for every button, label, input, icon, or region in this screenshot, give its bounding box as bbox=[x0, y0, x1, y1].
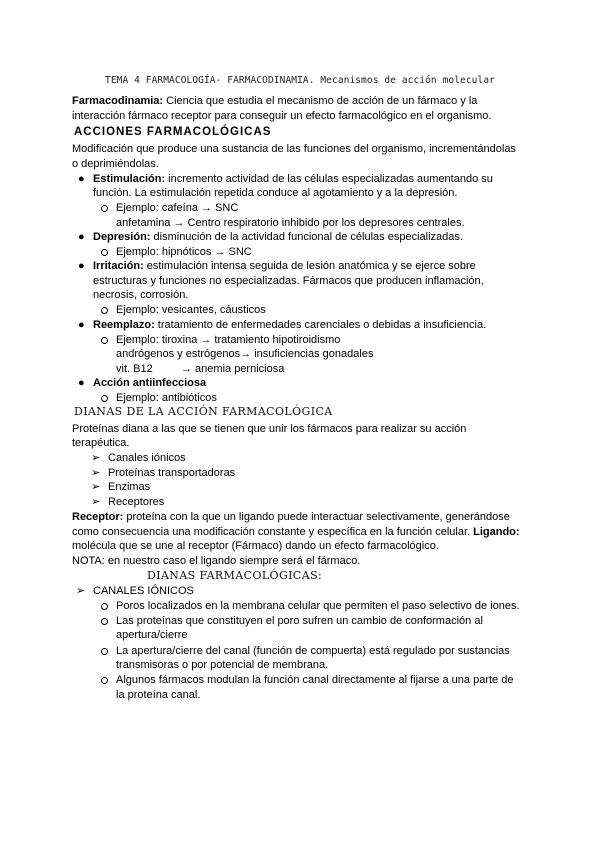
estimulacion-example-1: Ejemplo: cafeína → SNC bbox=[116, 202, 239, 214]
arrow-bullet-icon: ➢ bbox=[76, 585, 86, 597]
arrow-bullet-icon: ➢ bbox=[91, 467, 101, 479]
canales-point-3a: La apertura/cierre del canal (función de compuerta) está regulado por sustancias bbox=[116, 645, 510, 657]
nota-line: NOTA: en nuestro caso el ligando siempre será el fármaco. bbox=[72, 555, 361, 567]
canales-point-2a: Las proteínas que constituyen el poro sufren un cambio de conformación al bbox=[116, 615, 483, 627]
irritacion-term: Irritación: bbox=[93, 260, 144, 272]
irritacion-line-3: necrosis, corrosión. bbox=[93, 289, 189, 301]
intro-line-2: interacción fármaco receptor para conseguir un efecto farmacológico en el organismo. bbox=[72, 110, 492, 122]
document-title: TEMA 4 FARMACOLOGÍA- FARMACODINAMIA. Mecanismos de acción molecular bbox=[105, 75, 495, 86]
estimulacion-text-1: incremento actividad de las células especializadas aumentando su bbox=[165, 173, 493, 185]
arrow-bullet-icon: ➢ bbox=[91, 452, 101, 464]
antiinfecciosa-example-1: Ejemplo: antibióticos bbox=[116, 392, 217, 404]
bullet-icon: ● bbox=[78, 173, 85, 185]
depresion-example-1: Ejemplo: hipnóticos → SNC bbox=[116, 246, 252, 258]
intro-term: Farmacodinamia: bbox=[72, 95, 164, 107]
circle-bullet-icon bbox=[101, 677, 108, 684]
irritacion-text-1: estimulación intensa seguida de lesión anatómica y se ejerce sobre bbox=[143, 260, 476, 272]
intro-line-1 bbox=[72, 94, 477, 108]
arrow-bullet-icon: ➢ bbox=[91, 481, 101, 493]
bullet-icon: ● bbox=[78, 319, 85, 331]
circle-bullet-icon bbox=[101, 618, 108, 625]
canales-point-4a: Algunos fármacos modulan la función canal directamente al fijarse a una parte de bbox=[116, 674, 514, 686]
dianas-item-2: Proteínas transportadoras bbox=[108, 467, 236, 479]
estimulacion-term: Estimulación: bbox=[93, 173, 166, 185]
dianas-desc-2: terapéutica. bbox=[72, 437, 130, 449]
circle-bullet-icon bbox=[101, 603, 108, 610]
circle-bullet-icon bbox=[101, 205, 108, 212]
acciones-heading: ACCIONES FARMACOLÓGICAS bbox=[74, 126, 272, 138]
bullet-icon: ● bbox=[78, 231, 85, 243]
reemplazo-term: Reemplazo: bbox=[93, 319, 155, 331]
receptor-line-1 bbox=[72, 510, 510, 524]
dianas-desc-1: Proteínas diana a las que se tienen que unir los fármacos para realizar su acción bbox=[72, 423, 467, 435]
reemplazo-example-1: Ejemplo: tiroxina → tratamiento hipotiroidismo bbox=[116, 334, 341, 346]
canales-point-1: Poros localizados en la membrana celular que permiten el paso selectivo de iones. bbox=[116, 600, 520, 612]
receptor-term: Receptor: bbox=[72, 511, 124, 523]
circle-bullet-icon bbox=[101, 337, 108, 344]
dianas-item-3: Enzimas bbox=[108, 481, 151, 493]
canales-point-2b: apertura/cierre bbox=[116, 629, 188, 641]
canales-heading: CANALES IÓNICOS bbox=[93, 585, 194, 597]
irritacion-example-1: Ejemplo: vesicantes, cáusticos bbox=[116, 304, 266, 316]
depresion-line-1 bbox=[93, 230, 463, 244]
receptor-line-3: molécula que se une al receptor (Fármaco) dando un efecto farmacológico. bbox=[72, 540, 439, 552]
reemplazo-text-1: tratamiento de enfermedades carenciales o debidas a insuficiencia. bbox=[154, 319, 487, 331]
reemplazo-example-3b: → anemia perniciosa bbox=[181, 363, 285, 375]
dianas2-heading: DIANAS FARMACOLÓGICAS: bbox=[147, 569, 323, 582]
antiinfecciosa-term: Acción antiinfecciosa bbox=[93, 377, 207, 389]
canales-point-4b: la proteína canal. bbox=[116, 689, 201, 701]
circle-bullet-icon bbox=[101, 307, 108, 314]
ligando-term: Ligando: bbox=[473, 526, 520, 538]
irritacion-line-1 bbox=[93, 259, 476, 273]
reemplazo-line-1 bbox=[93, 318, 486, 332]
irritacion-line-2: estructuras y funciones no especializadas. Fármacos que producen inflamación, bbox=[93, 275, 484, 287]
intro-text-1: Ciencia que estudia el mecanismo de acción de un fármaco y la bbox=[163, 95, 478, 107]
bullet-icon: ● bbox=[78, 260, 85, 272]
reemplazo-example-3a: vit. B12 bbox=[116, 363, 153, 375]
circle-bullet-icon bbox=[101, 648, 108, 655]
receptor-text-1: proteína con la que un ligando puede interactuar selectivamente, generándose bbox=[123, 511, 510, 523]
bullet-icon: ● bbox=[78, 377, 85, 389]
depresion-term: Depresión: bbox=[93, 231, 151, 243]
circle-bullet-icon bbox=[101, 395, 108, 402]
estimulacion-line-1 bbox=[93, 172, 493, 186]
receptor-text-2: como consecuencia una modificación constante y específica en la función celular. bbox=[72, 526, 474, 538]
dianas-heading: DIANAS DE LA ACCIÓN FARMACOLÓGICA bbox=[74, 405, 333, 418]
acciones-desc-1: Modificación que produce una sustancia de las funciones del organismo, incrementándolas bbox=[72, 143, 516, 155]
circle-bullet-icon bbox=[101, 249, 108, 256]
canales-point-3b: transmisoras o por potencial de membrana. bbox=[116, 659, 329, 671]
estimulacion-example-2: anfetamina → Centro respiratorio inhibido por los depresores centrales. bbox=[116, 217, 465, 229]
depresion-text-1: disminución de la actividad funcional de células especializadas. bbox=[150, 231, 463, 243]
reemplazo-example-2: andrógenos y estrógenos→ insuficiencias gonadales bbox=[116, 348, 374, 360]
dianas-item-1: Canales iónicos bbox=[108, 452, 186, 464]
acciones-desc-2: o deprimiéndolas. bbox=[72, 158, 159, 170]
estimulacion-line-2: función. La estimulación repetida conduce al agotamiento y a la depresión. bbox=[93, 187, 458, 199]
receptor-line-2 bbox=[72, 525, 520, 539]
arrow-bullet-icon: ➢ bbox=[91, 496, 101, 508]
dianas-item-4: Receptores bbox=[108, 496, 165, 508]
